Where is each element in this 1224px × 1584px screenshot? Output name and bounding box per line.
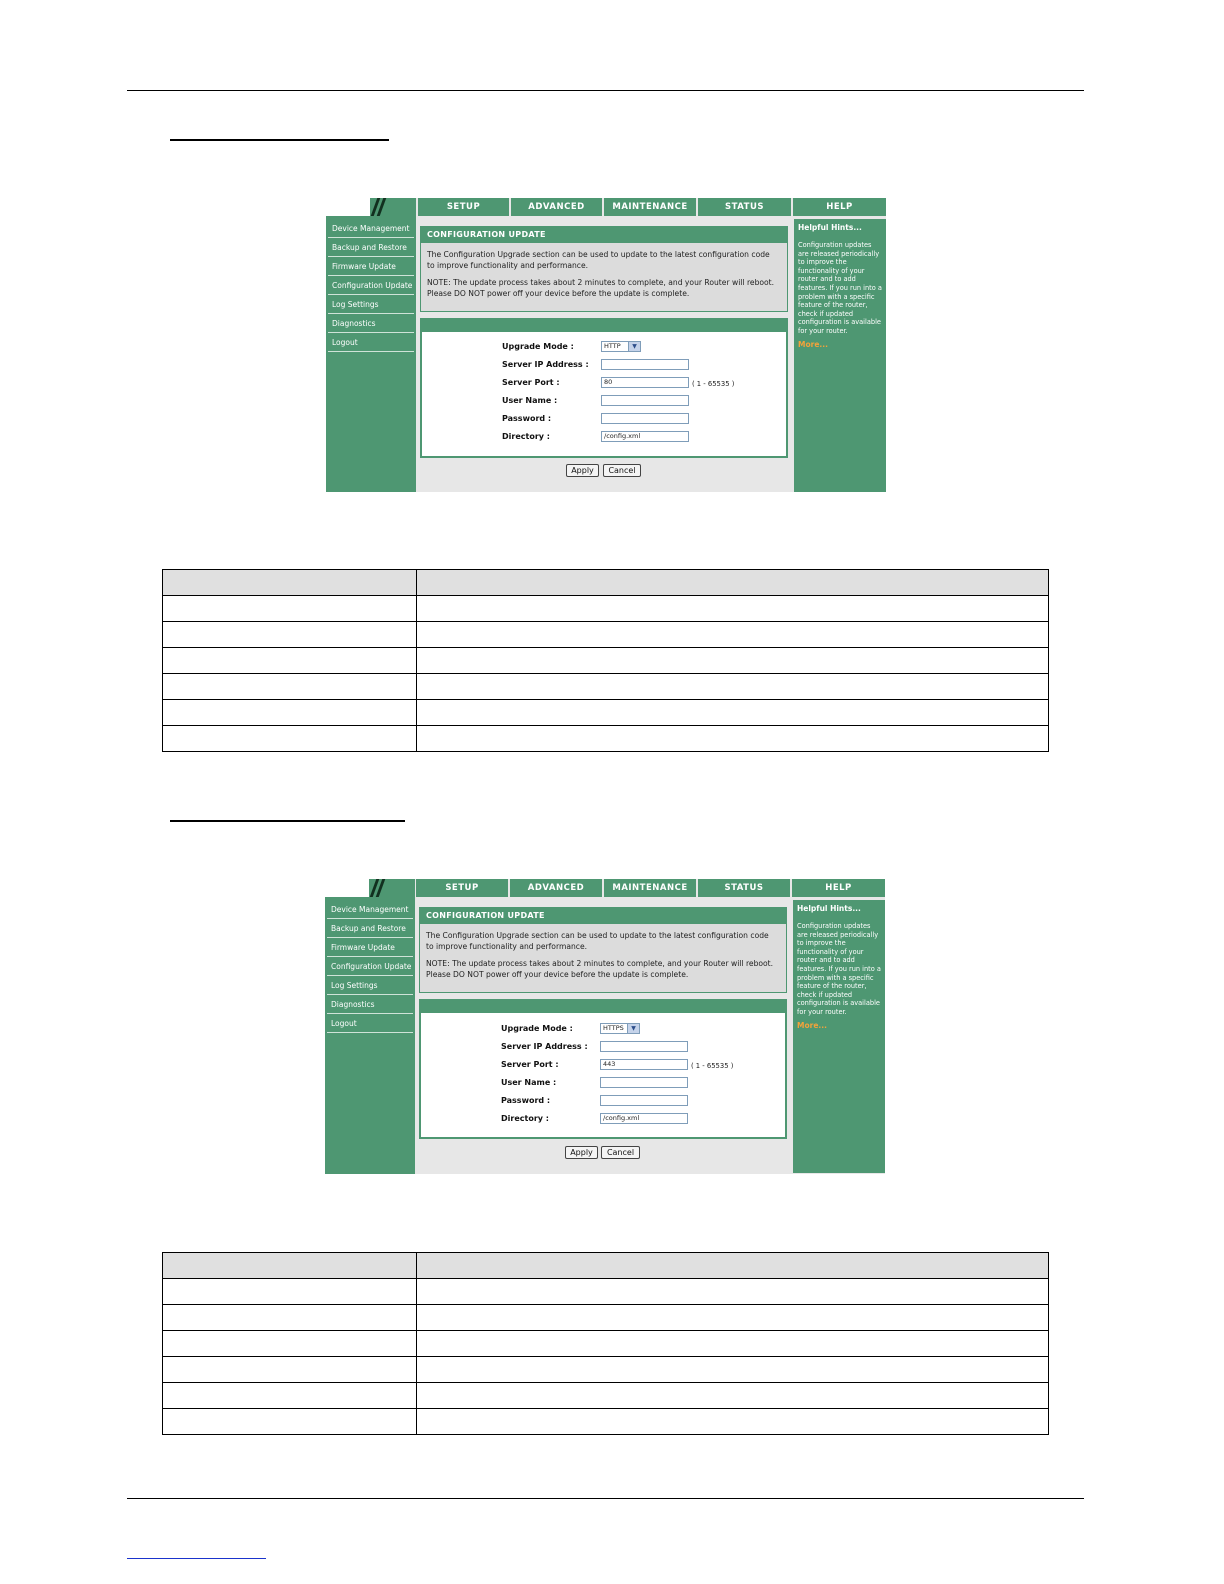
port-range-hint: ( 1 - 65535 ) xyxy=(691,1062,734,1070)
sidebar-item-firmware-update[interactable]: Firmware Update xyxy=(327,939,413,957)
server-ip-label: Server IP Address : xyxy=(502,360,589,369)
sidebar-item-diagnostics[interactable]: Diagnostics xyxy=(328,315,414,333)
table-cell xyxy=(163,700,417,726)
table-cell xyxy=(417,1357,1049,1383)
help-text: Configuration updates are released periodically to improve the functionality of your router and to add features. If you run into a problem with a specific feature of the router, check if updated configuration is available for your router. xyxy=(797,922,881,1016)
table-header-row xyxy=(163,1253,1049,1279)
table-cell xyxy=(417,1279,1049,1305)
sidebar-item-log-settings[interactable]: Log Settings xyxy=(328,296,414,314)
table-cell xyxy=(417,570,1049,596)
sidebar-item-log-settings[interactable]: Log Settings xyxy=(327,977,413,995)
help-title: Helpful Hints... xyxy=(798,223,862,232)
user-name-input[interactable] xyxy=(600,1077,688,1088)
server-ip-label: Server IP Address : xyxy=(501,1042,588,1051)
table-header-row xyxy=(163,570,1049,596)
section-1-title-underline xyxy=(170,139,389,141)
upgrade-mode-select[interactable] xyxy=(600,1023,640,1034)
tab-advanced[interactable]: ADVANCED xyxy=(510,879,602,897)
upgrade-mode-value: HTTP xyxy=(604,342,621,350)
upgrade-mode-value: HTTPS xyxy=(603,1024,624,1032)
apply-button[interactable]: Apply xyxy=(566,464,599,477)
tab-help[interactable]: HELP xyxy=(793,198,886,216)
table-row xyxy=(163,596,1049,622)
table-row xyxy=(163,1279,1049,1305)
upgrade-mode-label: Upgrade Mode : xyxy=(501,1024,573,1033)
table-cell xyxy=(417,1305,1049,1331)
sidebar-item-logout[interactable]: Logout xyxy=(327,1015,413,1033)
tab-maintenance[interactable]: MAINTENANCE xyxy=(604,198,696,216)
table-cell xyxy=(417,596,1049,622)
table-row xyxy=(163,1357,1049,1383)
form-panel-header xyxy=(421,1001,785,1013)
directory-input[interactable]: /config.xml xyxy=(601,431,689,442)
table-cell xyxy=(163,674,417,700)
table-row xyxy=(163,1331,1049,1357)
apply-button[interactable]: Apply xyxy=(565,1146,598,1159)
user-name-label: User Name : xyxy=(501,1078,557,1087)
help-panel xyxy=(793,900,885,1173)
directory-label: Directory : xyxy=(501,1114,549,1123)
tab-status[interactable]: STATUS xyxy=(698,879,790,897)
cancel-button[interactable]: Cancel xyxy=(603,464,641,477)
panel-intro: The Configuration Upgrade section can be used to update to the latest configuration code to improve functionality and performance. xyxy=(427,250,770,270)
table-cell xyxy=(417,622,1049,648)
panel-note: NOTE: The update process takes about 2 minutes to complete, and your Router will reboot. Please DO NOT power off your device before the update is complete. xyxy=(426,959,774,979)
password-input[interactable] xyxy=(600,1095,688,1106)
table-row xyxy=(163,700,1049,726)
server-port-input[interactable]: 80 xyxy=(601,377,689,388)
panel-title: CONFIGURATION UPDATE xyxy=(420,908,786,924)
upgrade-mode-select[interactable] xyxy=(601,341,641,352)
tab-setup[interactable]: SETUP xyxy=(416,879,508,897)
table-cell xyxy=(163,1383,417,1409)
tab-help[interactable]: HELP xyxy=(792,879,885,897)
section-2-title-underline xyxy=(170,820,405,822)
password-label: Password : xyxy=(501,1096,551,1105)
help-more-link[interactable]: More... xyxy=(797,1021,827,1030)
upgrade-mode-label: Upgrade Mode : xyxy=(502,342,574,351)
password-label: Password : xyxy=(502,414,552,423)
sidebar-item-firmware-update[interactable]: Firmware Update xyxy=(328,258,414,276)
table-cell xyxy=(163,570,417,596)
table-row xyxy=(163,648,1049,674)
table-cell xyxy=(163,622,417,648)
server-ip-input[interactable] xyxy=(600,1041,688,1052)
logo-bar xyxy=(370,198,416,216)
chevron-down-icon[interactable]: ▼ xyxy=(627,1024,639,1033)
help-panel xyxy=(794,219,886,492)
server-port-input[interactable]: 443 xyxy=(600,1059,688,1070)
user-name-label: User Name : xyxy=(502,396,558,405)
form-panel xyxy=(419,999,787,1139)
port-range-hint: ( 1 - 65535 ) xyxy=(692,380,735,388)
sidebar-item-configuration-update[interactable]: Configuration Update xyxy=(327,958,413,976)
server-port-label: Server Port : xyxy=(501,1060,559,1069)
table-cell xyxy=(417,726,1049,752)
table-row xyxy=(163,1409,1049,1435)
parameters-table-1 xyxy=(162,569,1049,752)
directory-input[interactable]: /config.xml xyxy=(600,1113,688,1124)
info-panel xyxy=(420,226,788,312)
logo-bar xyxy=(369,879,415,897)
table-cell xyxy=(417,700,1049,726)
sidebar-item-configuration-update[interactable]: Configuration Update xyxy=(328,277,414,295)
info-panel xyxy=(419,907,787,993)
table-cell xyxy=(163,726,417,752)
sidebar-item-logout[interactable]: Logout xyxy=(328,334,414,352)
sidebar-item-device-management[interactable]: Device Management xyxy=(327,901,413,919)
table-cell xyxy=(163,596,417,622)
sidebar-item-diagnostics[interactable]: Diagnostics xyxy=(327,996,413,1014)
help-more-link[interactable]: More... xyxy=(798,340,828,349)
user-name-input[interactable] xyxy=(601,395,689,406)
help-title: Helpful Hints... xyxy=(797,904,861,913)
table-cell xyxy=(163,1279,417,1305)
router-screenshot-https xyxy=(325,879,885,1174)
form-panel xyxy=(420,318,788,458)
table-cell xyxy=(163,648,417,674)
directory-label: Directory : xyxy=(502,432,550,441)
tab-maintenance[interactable]: MAINTENANCE xyxy=(604,879,696,897)
chevron-down-icon[interactable]: ▼ xyxy=(628,342,640,351)
table-cell xyxy=(417,1383,1049,1409)
sidebar-item-backup-and-restore[interactable]: Backup and Restore xyxy=(327,920,413,938)
panel-title: CONFIGURATION UPDATE xyxy=(421,227,787,243)
table-cell xyxy=(417,648,1049,674)
tab-status[interactable]: STATUS xyxy=(698,198,791,216)
table-cell xyxy=(417,1253,1049,1279)
table-cell xyxy=(163,1253,417,1279)
table-row xyxy=(163,674,1049,700)
parameters-table-2 xyxy=(162,1252,1049,1435)
table-row xyxy=(163,622,1049,648)
table-cell xyxy=(417,1331,1049,1357)
panel-intro: The Configuration Upgrade section can be used to update to the latest configuration code to improve functionality and performance. xyxy=(426,931,769,951)
table-cell xyxy=(417,674,1049,700)
form-panel-header xyxy=(422,320,786,332)
sidebar-item-backup-and-restore[interactable]: Backup and Restore xyxy=(328,239,414,257)
server-port-label: Server Port : xyxy=(502,378,560,387)
panel-note: NOTE: The update process takes about 2 minutes to complete, and your Router will reboot. Please DO NOT power off your device before the update is complete. xyxy=(427,278,775,298)
password-input[interactable] xyxy=(601,413,689,424)
table-cell xyxy=(163,1357,417,1383)
sidebar-item-device-management[interactable]: Device Management xyxy=(328,220,414,238)
server-ip-input[interactable] xyxy=(601,359,689,370)
router-screenshot-http xyxy=(326,198,886,492)
table-row xyxy=(163,1305,1049,1331)
header-rule xyxy=(127,90,1084,91)
tab-advanced[interactable]: ADVANCED xyxy=(511,198,602,216)
table-cell xyxy=(163,1331,417,1357)
table-row xyxy=(163,726,1049,752)
help-text: Configuration updates are released periodically to improve the functionality of your router and to add features. If you run into a problem with a specific feature of the router, check if updated configuration is available for your router. xyxy=(798,241,882,335)
table-cell xyxy=(163,1305,417,1331)
table-cell xyxy=(163,1409,417,1435)
cancel-button[interactable]: Cancel xyxy=(601,1146,640,1159)
footer-rule xyxy=(127,1498,1084,1499)
tab-setup[interactable]: SETUP xyxy=(418,198,509,216)
table-cell xyxy=(417,1409,1049,1435)
footer-link-underline xyxy=(127,1558,266,1559)
table-row xyxy=(163,1383,1049,1409)
